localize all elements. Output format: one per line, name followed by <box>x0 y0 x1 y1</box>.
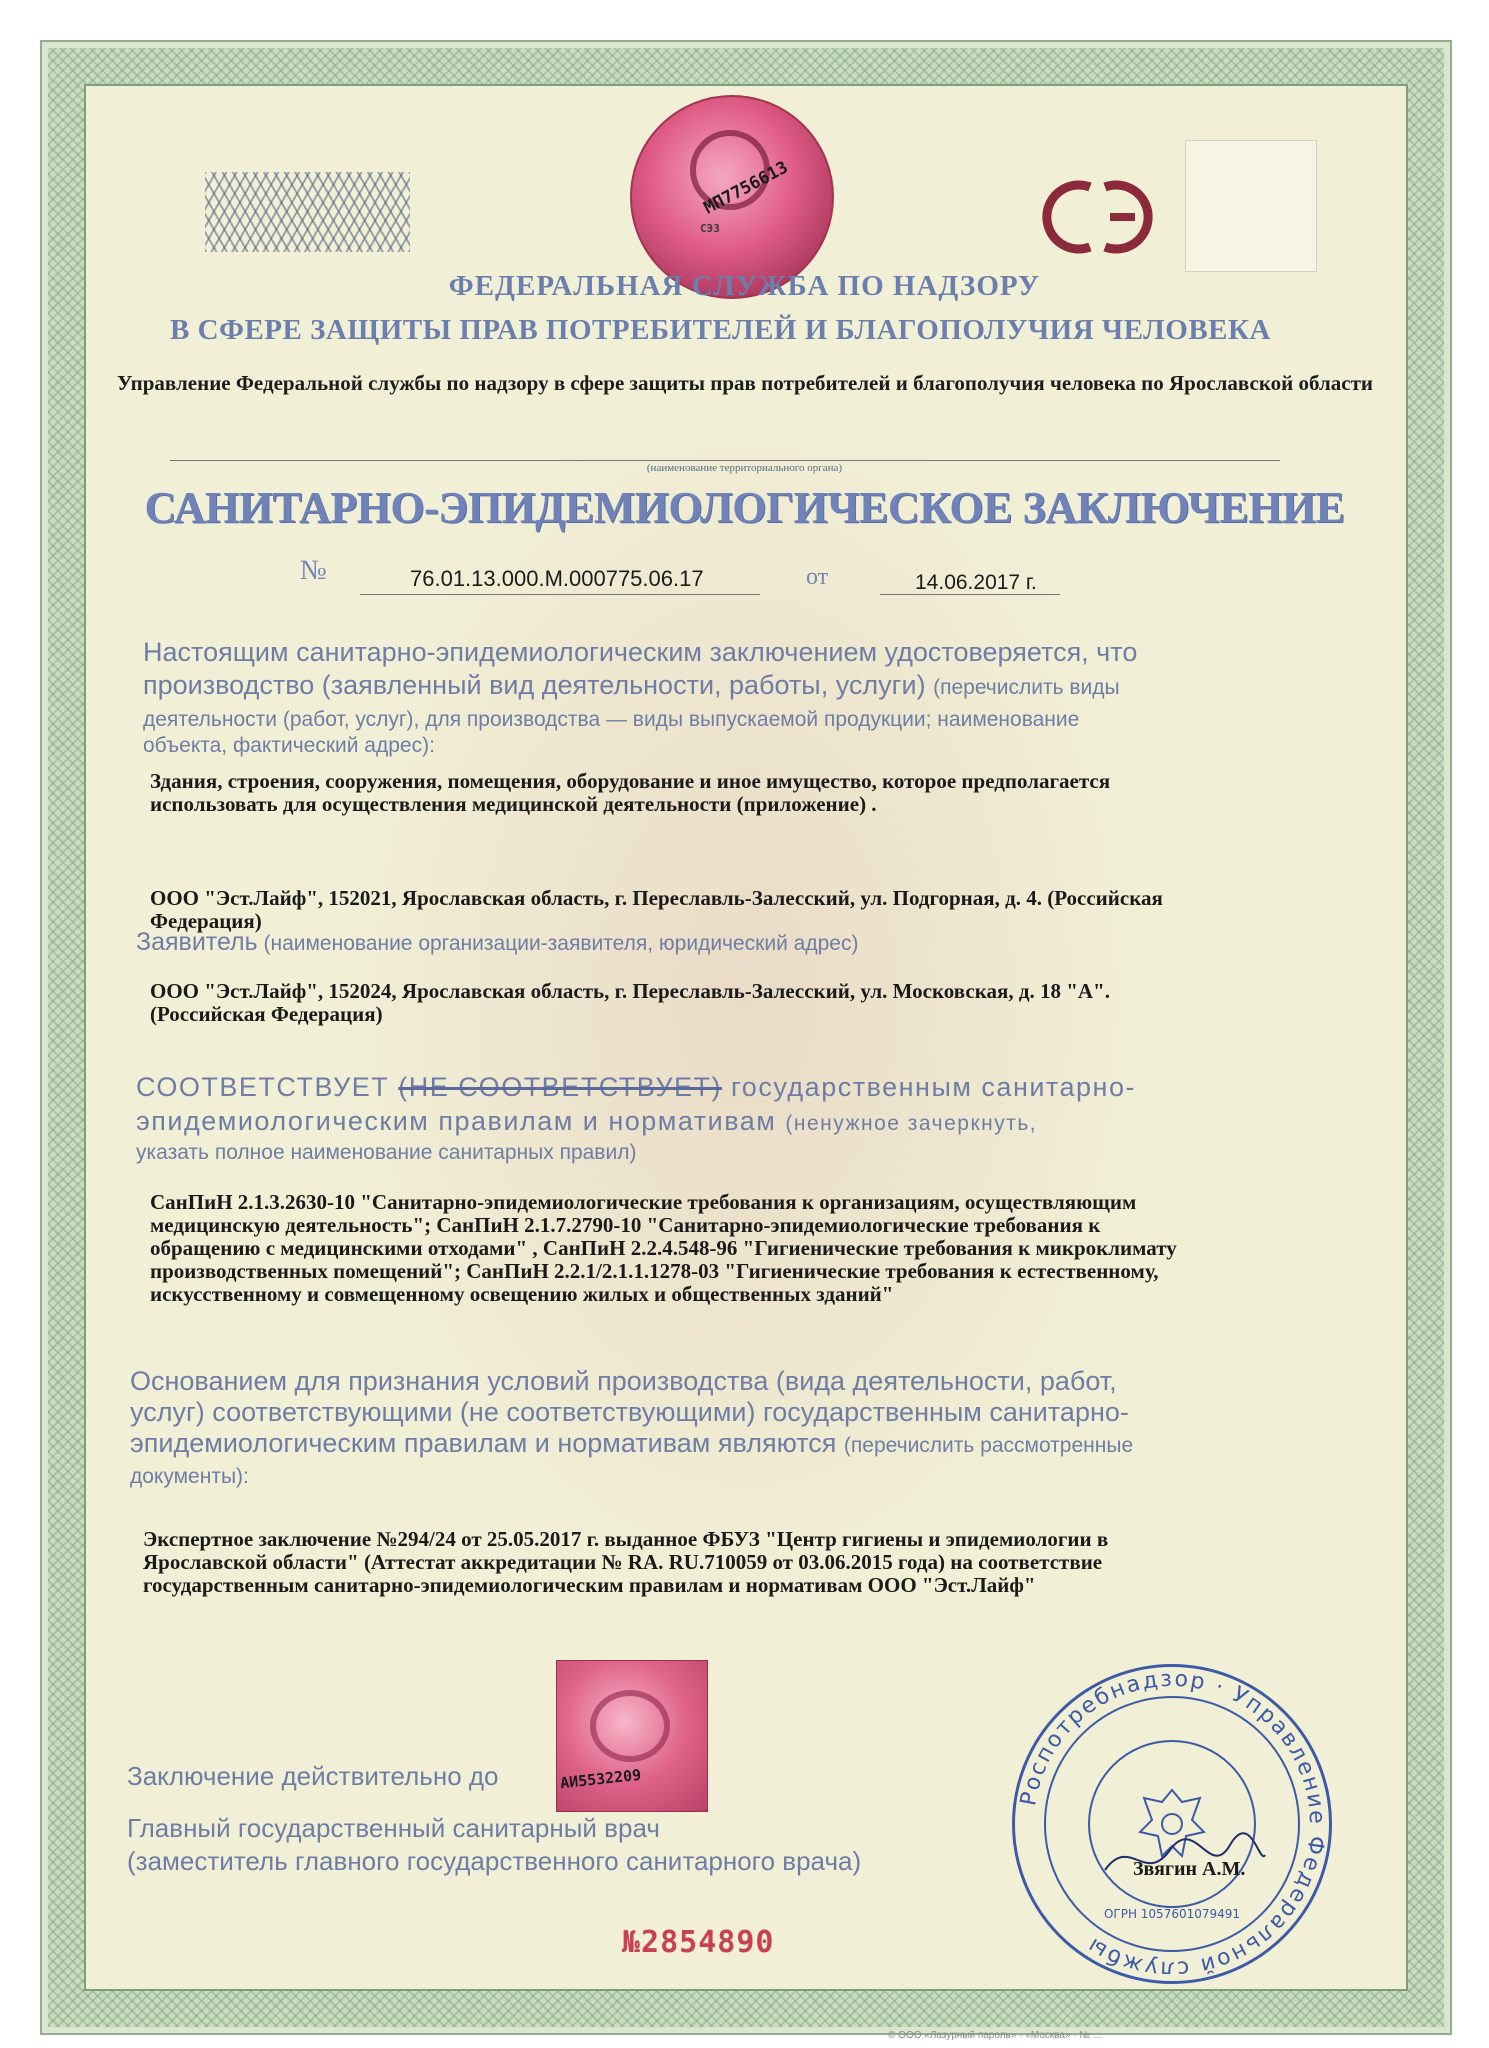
certify-line-1: Настоящим санитарно-эпидемиологическим заключением удостоверяется, что <box>143 637 1138 667</box>
certify-line-4: объекта, фактический адрес): <box>143 734 435 757</box>
certificate-date: 14.06.2017 г. <box>915 571 1037 594</box>
basis-line-3b: (перечислить рассмотренные <box>843 1434 1134 1457</box>
applicant-label: Заявитель <box>136 928 258 956</box>
basis-line-2: услуг) соответствующими (не соответствующими) государственным санитарно- <box>130 1397 1129 1427</box>
stamp-ogrn: ОГРН 1057601079491 <box>1103 1907 1241 1921</box>
certify-paragraph <box>143 636 1137 706</box>
applicant-heading <box>136 928 858 957</box>
date-label: от <box>806 564 829 590</box>
territorial-rule <box>170 460 1280 461</box>
se-mark-icon <box>1030 172 1170 262</box>
certify-line-2b: (перечислить виды <box>933 676 1120 699</box>
conformity-word: СООТВЕТСТВУЕТ <box>136 1072 399 1102</box>
basis-paragraph <box>130 1366 1133 1492</box>
expert-line: Ярославской области" (Аттестат аккредитации № RA. RU.710059 от 03.06.2015 года) на соответствие <box>143 1550 1103 1574</box>
blank-area <box>1185 140 1317 272</box>
certify-caption <box>143 707 1079 759</box>
conformity-struck: (НЕ СООТВЕТСТВУЕТ) <box>398 1072 723 1102</box>
sanitary-rules <box>150 1191 1177 1306</box>
certificate-number: 76.01.13.000.М.000775.06.17 <box>410 566 704 591</box>
applicant-caption: (наименование организации-заявителя, юридический адрес) <box>257 932 859 955</box>
top-hologram-code: МП7756613 <box>700 157 792 219</box>
conformity-paragraph <box>136 1070 1136 1165</box>
territorial-body: Управление Федеральной службы по надзору в сфере защиты прав потребителей и благополучия человека по Ярославской области <box>116 371 1374 395</box>
bottom-hologram-emblem-icon <box>590 1690 670 1762</box>
expert-line: Экспертное заключение №294/24 от 25.05.2017 г. выданное ФБУЗ "Центр гигиены и эпидемиологии в <box>143 1527 1109 1551</box>
conformity-line-2b: (ненужное зачеркнуть, <box>785 1112 1038 1135</box>
rule-line: искусственному и совмещенному освещению жилых и общественных зданий" <box>150 1282 894 1306</box>
conformity-line-3: указать полное наименование санитарных правил) <box>136 1141 637 1164</box>
site-address <box>150 887 1163 933</box>
security-pattern <box>205 172 410 252</box>
number-underline <box>360 594 760 595</box>
signatory-line-2: (заместитель главного государственного санитарного врача) <box>127 1846 862 1876</box>
site-address-line-2: Федерация) <box>150 909 262 933</box>
object-line-1: Здания, строения, сооружения, помещения, оборудование и иное имущество, которое предполагается <box>150 769 1111 793</box>
signatory-name: Звягин А.М. <box>1133 1858 1246 1880</box>
applicant-address <box>150 980 1110 1026</box>
territorial-caption: (наименование территориального органа) <box>646 462 843 474</box>
top-hologram-sub: СЭЗ <box>700 222 720 235</box>
document-title: САНИТАРНО-ЭПИДЕМИОЛОГИЧЕСКОЕ ЗАКЛЮЧЕНИЕ <box>144 483 1345 532</box>
site-address-line-1: ООО "Эст.Лайф", 152021, Ярославская область, г. Переславль-Залесский, ул. Подгорная, д. 4. (Российская <box>150 886 1163 910</box>
object-line-2: использовать для осуществления медицинской деятельности (приложение) . <box>150 792 877 816</box>
serial-number: №2854890 <box>622 1925 775 1960</box>
agency-line-2: В СФЕРЕ ЗАЩИТЫ ПРАВ ПОТРЕБИТЕЛЕЙ И БЛАГОПОЛУЧИЯ ЧЕЛОВЕКА <box>170 314 1271 346</box>
expert-line: государственным санитарно-эпидемиологическим правилам и нормативам ООО "Эст.Лайф" <box>143 1573 1036 1597</box>
stamp-outer-text: Роспотребнадзор · Управление Федеральной службы <box>1016 1666 1330 1982</box>
basis-line-4: документы): <box>130 1465 249 1488</box>
rule-line: СанПиН 2.1.3.2630-10 "Санитарно-эпидемиологические требования к организациям, осуществляющим <box>150 1190 1137 1214</box>
basis-line-1: Основанием для признания условий производства (вида деятельности, работ, <box>130 1366 1117 1396</box>
basis-line-3a: эпидемиологическим правилам и нормативам являются <box>130 1428 844 1458</box>
applicant-line-1: ООО "Эст.Лайф", 152024, Ярославская область, г. Переславль-Залесский, ул. Московская, д. 18 "А". <box>150 979 1110 1003</box>
signatory-line-1: Главный государственный санитарный врач <box>127 1813 660 1843</box>
object-description <box>150 770 1110 816</box>
rule-line: обращению с медицинскими отходами" , СанПиН 2.2.4.548-96 "Гигиенические требования к микроклимату <box>150 1236 1177 1260</box>
signatory-block <box>127 1812 861 1878</box>
certify-line-3: деятельности (работ, услуг), для производства — виды выпускаемой продукции; наименование <box>143 708 1080 731</box>
certify-line-2a: производство (заявленный вид деятельности, работы, услуги) <box>143 670 934 700</box>
footnote: © ООО «Лазурный пароль» · «Москва» · № … <box>888 2030 1103 2041</box>
agency-line-1: ФЕДЕРАЛЬНАЯ СЛУЖБА ПО НАДЗОРУ <box>448 270 1041 302</box>
rule-line: медицинскую деятельность"; СанПиН 2.1.7.2790-10 "Санитарно-эпидемиологические требования к <box>150 1213 1101 1237</box>
number-label: № <box>300 555 327 586</box>
bottom-hologram-code: АИ5532209 <box>559 1765 642 1793</box>
conformity-rest: государственным санитарно- <box>722 1072 1136 1102</box>
conformity-line-2a: эпидемиологическим правилам и нормативам <box>136 1106 786 1136</box>
applicant-line-2: (Российская Федерация) <box>150 1002 383 1026</box>
rule-line: производственных помещений"; СанПиН 2.2.1/2.1.1.1278-03 "Гигиенические требования к естественному, <box>150 1259 1159 1283</box>
validity-label: Заключение действительно до <box>127 1761 499 1791</box>
expert-opinion <box>143 1528 1108 1597</box>
